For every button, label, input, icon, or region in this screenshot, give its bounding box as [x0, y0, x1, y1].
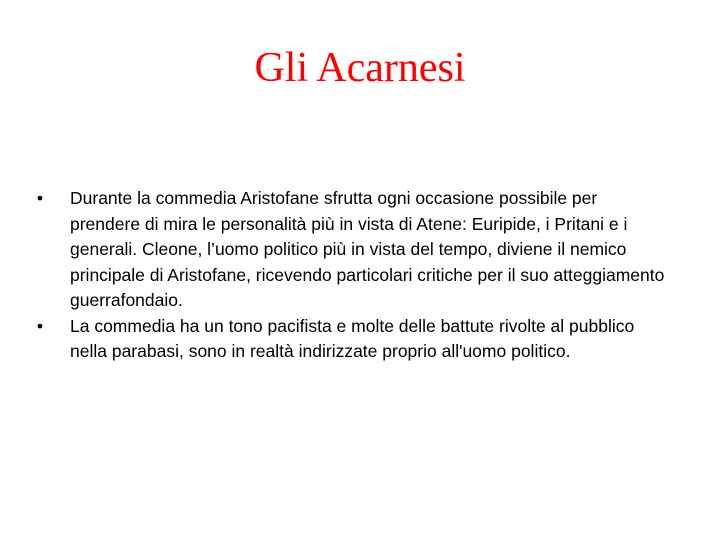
slide-title: Gli Acarnesi [254, 45, 466, 91]
bullet-text: Durante la commedia Aristofane sfrutta ogni occasione possibile per prendere di mira le personalità più in vista di Atene: Euripide, i Pritani e i generali. Cleone, l’uomo politico più in vista del tempo, diviene il nemico principale di Aristofane, ricevendo particolari critiche per il suo atteggiamento guerrafondaio. [70, 188, 665, 310]
bullet-item [30, 314, 670, 365]
bullet-icon: • [36, 315, 44, 336]
bullet-item [30, 186, 670, 314]
bullet-icon: • [36, 188, 44, 208]
bullet-list [30, 186, 670, 365]
bullet-text: La commedia ha un tono pacifista e molte delle battute rivolte al pubblico nella parabasi, sono in realtà indirizzate proprio all'uomo politico. [70, 315, 635, 361]
